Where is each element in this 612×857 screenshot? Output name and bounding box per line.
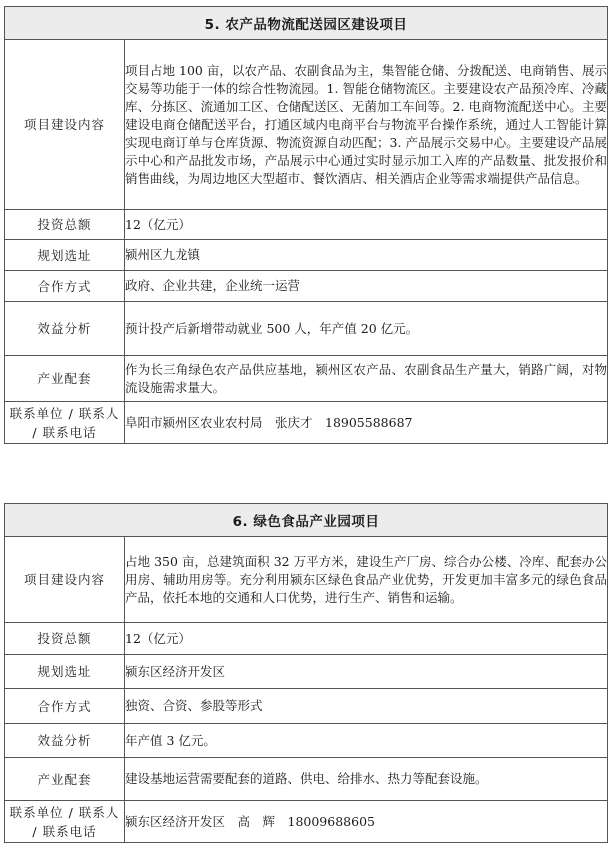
row-label-contact: 联系单位 / 联系人 / 联系电话 bbox=[5, 801, 125, 843]
project-table-5 bbox=[4, 6, 608, 444]
table-row bbox=[5, 240, 608, 271]
row-value-benefit: 年产值 3 亿元。 bbox=[125, 724, 608, 758]
row-label-location: 规划选址 bbox=[5, 655, 125, 689]
row-label-benefit: 效益分析 bbox=[5, 302, 125, 356]
row-label-support: 产业配套 bbox=[5, 758, 125, 801]
table-header-row bbox=[5, 504, 608, 537]
table-row bbox=[5, 402, 608, 444]
row-value-benefit: 预计投产后新增带动就业 500 人，年产值 20 亿元。 bbox=[125, 302, 608, 356]
row-value-content: 占地 350 亩，总建筑面积 32 万平方米，建设生产厂房、综合办公楼、冷库、配套办公用房、辅助用房等。充分利用颍东区绿色食品产业优势，开发更加丰富多元的绿色食品产品，依托本地的交通和人口优势，进行生产、销售和运输。 bbox=[125, 537, 608, 623]
row-label-content: 项目建设内容 bbox=[5, 537, 125, 623]
row-value-contact: 阜阳市颍州区农业农村局 张庆才 18905588687 bbox=[125, 402, 608, 444]
row-value-cooperation: 政府、企业共建，企业统一运营 bbox=[125, 271, 608, 302]
table-row bbox=[5, 40, 608, 210]
project-title: 6. 绿色食品产业园项目 bbox=[5, 504, 608, 537]
row-value-content: 项目占地 100 亩，以农产品、农副食品为主，集智能仓储、分拨配送、电商销售、展示交易等功能于一体的综合性物流园。1. 智能仓储物流区。主要建设农产品预冷库、冷藏库、分拣区、流通加工区、仓储配送区、无菌加工车间等。2. 电商物流配送中心。主要建设电商仓储配送平台，打通区域内电商平台与物流平台操作系统，通过人工智能计算实现电商订单与仓库货源、物流资源自动匹配；3. 产品展示交易中心。主要建设产品展示中心和产品批发市场，产品展示中心通过实时显示加工入库的产品数量、批发报价和销售曲线，为周边地区大型超市、餐饮酒店、相关酒店企业等需求端提供产品信息。 bbox=[125, 40, 608, 210]
table-row bbox=[5, 758, 608, 801]
row-value-investment: 12（亿元） bbox=[125, 210, 608, 240]
row-value-support: 作为长三角绿色农产品供应基地，颍州区农产品、农副食品生产量大，销路广阔，对物流设施需求量大。 bbox=[125, 356, 608, 402]
row-value-location: 颍东区经济开发区 bbox=[125, 655, 608, 689]
table-row bbox=[5, 724, 608, 758]
row-value-contact: 颍东区经济开发区 高 辉 18009688605 bbox=[125, 801, 608, 843]
row-label-location: 规划选址 bbox=[5, 240, 125, 271]
row-label-support: 产业配套 bbox=[5, 356, 125, 402]
table-row bbox=[5, 271, 608, 302]
table-row bbox=[5, 655, 608, 689]
table-row bbox=[5, 356, 608, 402]
row-label-contact: 联系单位 / 联系人 / 联系电话 bbox=[5, 402, 125, 444]
table-row bbox=[5, 537, 608, 623]
project-title: 5. 农产品物流配送园区建设项目 bbox=[5, 7, 608, 40]
row-value-support: 建设基地运营需要配套的道路、供电、给排水、热力等配套设施。 bbox=[125, 758, 608, 801]
row-value-cooperation: 独资、合资、参股等形式 bbox=[125, 689, 608, 724]
table-row bbox=[5, 689, 608, 724]
project-table-6 bbox=[4, 503, 608, 843]
row-label-content: 项目建设内容 bbox=[5, 40, 125, 210]
row-value-location: 颍州区九龙镇 bbox=[125, 240, 608, 271]
table-header-row bbox=[5, 7, 608, 40]
table-row bbox=[5, 210, 608, 240]
table-row bbox=[5, 623, 608, 655]
row-label-cooperation: 合作方式 bbox=[5, 271, 125, 302]
row-label-investment: 投资总额 bbox=[5, 623, 125, 655]
row-label-investment: 投资总额 bbox=[5, 210, 125, 240]
row-label-benefit: 效益分析 bbox=[5, 724, 125, 758]
table-row bbox=[5, 302, 608, 356]
row-value-investment: 12（亿元） bbox=[125, 623, 608, 655]
table-row bbox=[5, 801, 608, 843]
row-label-cooperation: 合作方式 bbox=[5, 689, 125, 724]
